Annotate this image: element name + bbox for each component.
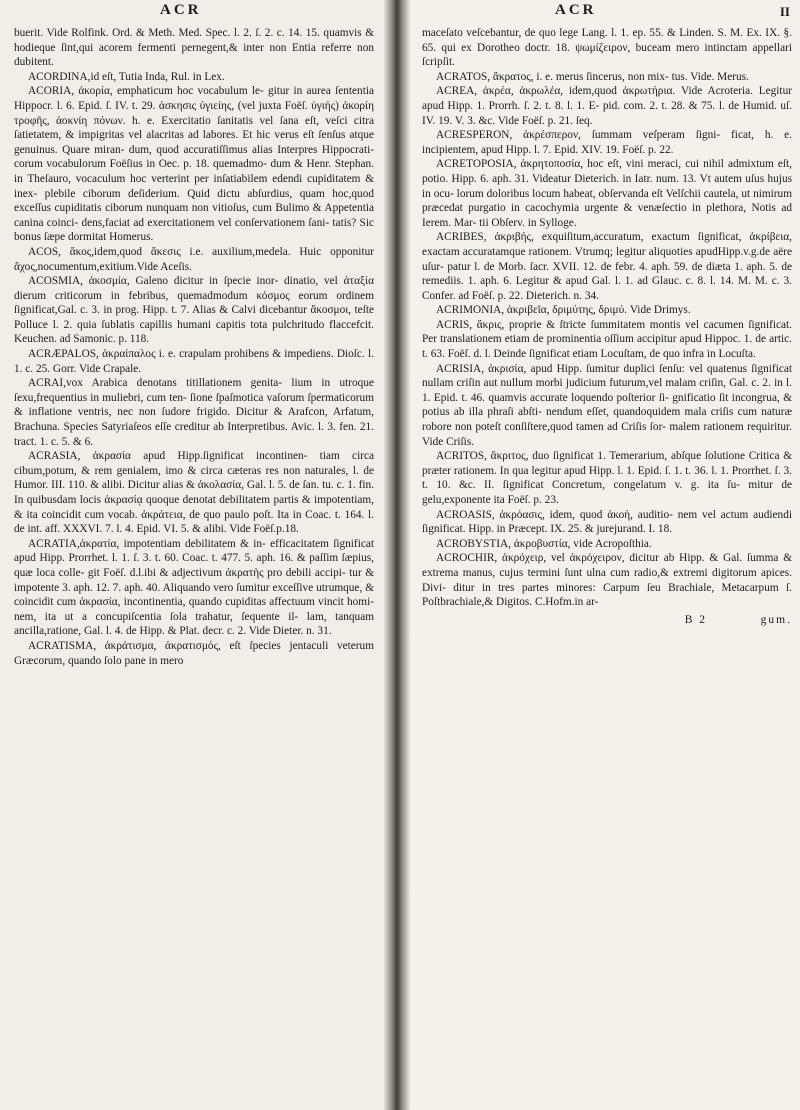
dictionary-entry: ACROBYSTIA, ἀκροβυστία, vide Acropoſthia. (436, 537, 652, 550)
dictionary-entry: ACOSMIA, ἀκοσμία, Galeno dicitur in ſpecie inor- dinatio, vel ἀταξία dierum criticorum in febribus, quemadmodum κόσμος eorum ordinem ſignificat,Gal. c. 3. in prog. Hipp. t. 7. Alias & Calvi dicebantur ἄκοσμοι, teſte Polluce l. 2. quia ſublatis capillis humani capitis tota pulchritudo flaccefcit. Keuchen. ad Samonic. p. 118. (14, 275, 374, 346)
left-page (0, 0, 384, 1110)
dictionary-entry: ACORIA, ἀκορία, emphaticum hoc vocabulum le- gitur in aurea ſententia Hippocr. l. 6. Epid. ſ. IV. t. 29. ἀσκησις ὑγιείης, (vel juxta Foëſ. ὑγιής) ἀκορίη τροφῆς, ἀοκνίη πόνων. h. e. Exercitatio ſanitatis vel ſana eſt, veſci citra ſatietatem, & impigritas vel alacritas ad labores. Et hic verus eſt ſenſus atque genuinus. Quare miran- dum, quod accuratiſſimus alias Interpres Hippocrati- corum vocabulorum Foëſius in Oec. p. 18. quemadmo- dum & Henr. Stephan. in Theſauro, vocaculum hoc verterint per inſatiabilem edendi cupiditatem & inex- plebile ciborum deſiderium. Quid dictu abſurdius, quam hoc,quod exceſſus cupiditatis ciborum nunquam non vitioſus, cum Bulimo & Appetentia canina coinci- dens,faciat ad exercitationem vel conſervationem ſani- tatis? Sic bonus ſæpe dormitat Homerus. (14, 85, 374, 244)
signature-mark: B 2 (684, 613, 708, 626)
right-running-head: ACR (555, 2, 597, 18)
catchword-line (422, 614, 792, 626)
dictionary-entry: ACRITOS, ἄκριτος, duo ſignificat 1. Temerarium, abſque ſolutione Critica & præter rationem. In qua legitur apud Hipp. l. 1. Epid. ſ. 1. t. 36. l. 1. Prorrhet. ſ. 3. t. 10. &c. II. ſignificat Concretum, congelatum v. g. ita ſu- mitur de gelu,exponente ita Foëſ. p. 23. (422, 450, 792, 506)
dictionary-entry: ACRIBES, ἀκριβής, exquiſitum,accuratum, exactum ſignificat, ἀκρίβεια, exactam accuratamque rationem. Vtrumq; legitur aliquoties apudHipp.v.g.de aëre uſur- patur l. de Morb. ſacr. XVII. 12. de febr. 4. aph. 59. de diæta 1. aph. 5. de remediis. 1. aph. 6. Legitur & apud Gal. l. 1. ad Glauc. c. 8. l. 14. M. M. c. 3. Confer. ad Foëſ. p. 22. Dieterich. n. 34. (422, 231, 792, 302)
dictionary-entry: ACRAI,vox Arabica denotans titillationem genita- lium in utroque ſexu,frequentius in muliebri, cum ten- ſione ſpaſmotica vaſorum ſpermaticorum & inflatione ventris, nec non ſudore frigido. Dicitur & Arafcon, Arfatum, Brachuna. Species Satyriaſeos eſſe creditur ab Interpretibus. Avic. l. 3. fen. 21. tract. 1. c. 5. & 6. (14, 377, 374, 448)
dictionary-entry: ACRASIA, ἀκρασία apud Hipp.ſignificat incontinen- tiam circa cibum,potum, & rem genialem, imo & circa cæteras res non naturales, l. de Humor. III. 110. & alibi. Dicitur alias & ἀκολασία, Gal. l. 5. de ſan. tu. c. 1. fin. In quibusdam locis ἀκρασίᾳ quoque denotat debilitatem partis & impotentiam, & ita coincidit cum vocab. ἀκράτεια, de quo paulo poſt. Ita in Coac. t. 164. l. de int. aff. XXXVI. 7. l. 4. Epid. VI. 5. & alibi. Vide Foëſ.p.18. (14, 450, 374, 536)
catchword: gum. (760, 613, 792, 626)
left-running-head: ACR (160, 2, 202, 18)
right-page (410, 0, 800, 1110)
dictionary-entry: maceſato veſcebantur, de quo lege Lang. l. 1. ep. 55. & Linden. S. M. Ex. IX. §. 65. qui ex Dorotheo doctr. 18. ψωμίζειρον, buceam mero intinctam appellari ſcripſit. (422, 27, 792, 69)
book-gutter (384, 0, 410, 1110)
dictionary-entry: ACRATISMA, ἀκράτισμα, ἀκρατισμός, eſt ſpecies jentaculi veterum Græcorum, quando ſolo pane in mero (14, 639, 374, 667)
dictionary-entry: ACRIS, ἄκρις, proprie & ſtricte ſummitatem montis vel cacumen ſignificat. Per translationem etiam de prominentia oſſium accipitur apud Hippoc. 1. de artic. t. 63. Foëſ. d. l. Deinde ſignificat etiam Locuſtam, de quo infra in Locuſta. (422, 318, 792, 361)
dictionary-entry: ACRISIA, ἀκρισία, apud Hipp. ſumitur duplici ſenſu: vel quatenus ſignificat nullam criſin aut nullum morbi judicium futurum,vel malam criſin, Gal. c. 2. in l. 1. Epid. t. 46. quamvis accurate loquendo poſterior ſi- gnificatio ſit incongrua, & potius ab illa phraſi abſti- nendum eſſet, quandoquidem mala criſis cum naturæ robore non poteſt conſiſtere,quod tamen ad Criſis ſor- malem rationem requiritur. Vide Criſis. (422, 362, 792, 448)
dictionary-entry: ACREA, ἀκρέα, ἀκρωλέα, idem,quod ἀκρωτήρια. Vide Acroteria. Legitur apud Hipp. 1. Prorrh. ſ. 2. t. 8. l. 1. E- pid. com. 2. t. 28. & 75. l. de Humid. uſ. IV. 19. V. 3. &c. Vide Foëſ. p. 21. ſeq. (422, 85, 792, 127)
dictionary-entry: ACRETOPOSIA, ἀκρητοποσία, hoc eſt, vini meraci, cui nihil admixtum eſt, potio. Hipp. 6. aph. 31. Videatur Dieterich. in Iatr. num. 13. Vt autem uſus hujus in ocu- lorum doloribus locum habeat, obſervanda eſt Velſchii cautela, ut nimirum præcedat purgatio in cacochymia urgente & venæſectio in plethora, Notis ad Ierem. Mar- tii Obſerv. in Sylloge. (422, 158, 792, 229)
dictionary-entry: ACRATOS, ἄκρατος, i. e. merus ſincerus, non mix- tus. Vide. Merus. (436, 70, 749, 83)
dictionary-entry: ACROCHIR, ἀκρόχειρ, vel ἀκρόχειρον, dicitur ab Hipp. & Gal. ſumma & extrema manus, cujus termini ſunt ulna cum radio,& extremi digitorum apices. Divi- ditur in tres partes minores: Carpum ſeu Brachiale, Metacarpum ſ. Poſtbrachiale,& Digitos. C.Hofm.in ar- (422, 552, 792, 609)
dictionary-entry: ACRÆPALOS, ἀκραίπαλος i. e. crapulam prohibens & impediens. Dioſc. l. 1. c. 25. Gorr. Vide Crapale. (14, 348, 374, 375)
dictionary-entry: ACRIMONIA, ἀκριβεῖα, δριμύτης, δριμύ. Vide Drimys. (436, 304, 691, 317)
dictionary-entry: ACROASIS, ἀκρόασις, idem, quod ἀκοὴ, auditio- nem vel actum audiendi ſignificat. Hipp. in Præcept. IX. 25. & jurejurand. I. 18. (422, 508, 792, 536)
dictionary-entry: buerit. Vide Rolfink. Ord. & Meth. Med. Spec. l. 2. ſ. 2. c. 14. 15. quamvis & hodieque ſint,qui acorem fermenti pernegent,& inter non Entia referre non dubitent. (14, 27, 374, 69)
dictionary-entry: ACRESPERON, ἀκρέσπερον, ſummam veſperam ſigni- ficat, h. e. incipientem, apud Hipp. l. 7. Epid. XIV. 19. Foëſ. p. 22. (422, 129, 792, 156)
folio-mark: II (779, 4, 790, 19)
dictionary-entry: ACOS, ἄκος,idem,quod ἄκεσις i.e. auxilium,medela. Huic opponitur ἄχος,nocumentum,exitium.Vide Aceſis. (14, 245, 374, 273)
dictionary-entry: ACRATIA,ἀκρατία, impotentiam debilitatem & in- efficacitatem ſignificat apud Hipp. Prorrhet. l. 1. ſ. 3. t. 60. Coac. t. 477. 5. aph. 16. & paſſim ſæpius, quæ loca colle- git Foëſ. d.l.ibi & adjectivum ἀκρατὴς pro debili accipi- tur & impotente 3. aph. 12. 7. aph. 40. Aliquando vero ſumitur exceſſive utrumque, & coincidit cum ἀκρασία, incontinentia, quando cupiditas affectuum vincit homi- nem, ita ut a concupiſcentia ſola trahatur, ſequente il- lam, tanquam ancilla,ratione, Gal. l. 4. de Hipp. & Plat. decr. c. 2. Vide Dieter. n. 31. (14, 537, 374, 638)
dictionary-entry: ACORDINA,id eſt, Tutia Inda, Rul. in Lex. (28, 70, 225, 83)
